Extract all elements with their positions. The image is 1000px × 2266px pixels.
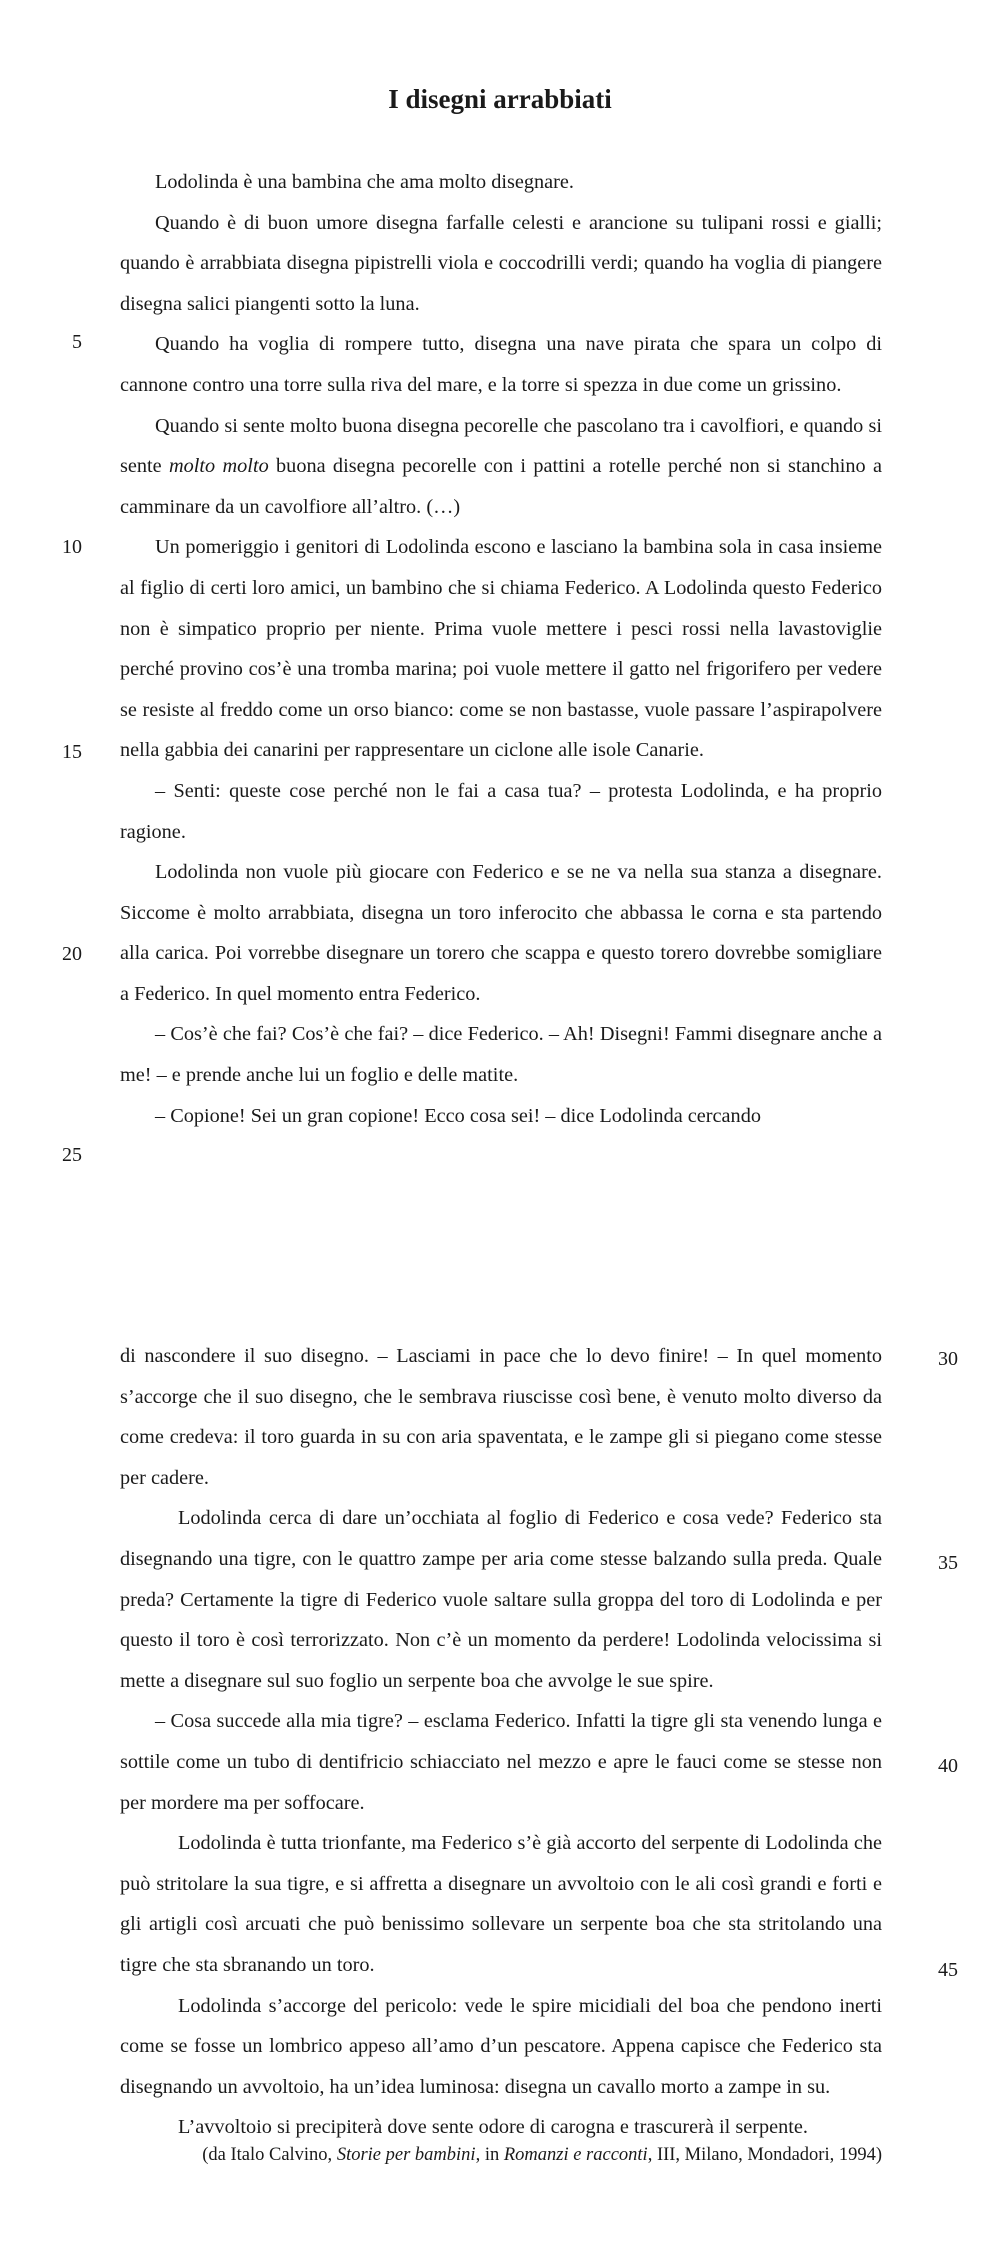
line-number: 20 [62,943,82,965]
paragraph-15: L’avvoltoio si precipiterà dove sente odore di carogna e trascurerà il serpente. [178,2116,808,2139]
story-text-part-2 [120,1336,882,2148]
paragraph-6: – Senti: queste cose perché non le fai a casa tua? – protesta Lodolinda, e ha proprio ragione. [120,779,882,843]
line-number: 35 [938,1552,958,1574]
story-text-part-1 [120,162,882,1136]
paragraph-9: – Copione! Sei un gran copione! Ecco cosa sei! – dice Lodolinda cercando [155,1104,761,1127]
source-citation: (da Italo Calvino, Storie per bambini, in Romanzi e racconti, III, Milano, Mondadori, 1994) [202,2145,882,2165]
collection-title: Romanzi e racconti [503,2145,648,2165]
paragraph-7: Lodolinda non vuole più giocare con Federico e se ne va nella sua stanza a disegnare. Siccome è molto arrabbiata, disegna un toro inferocito che abbassa le corna e sta partendo alla carica. Poi vorrebbe disegnare un torero che scappa e questo torero dovrebbe somigliare a Federico. In quel momento entra Federico. [120,861,882,1005]
paragraph-8: – Cos’è che fai? Cos’è che fai? – dice Federico. – Ah! Disegni! Fammi disegnare anche a me! – e prende anche lui un foglio e delle matite. [120,1023,882,1087]
line-number: 10 [62,536,82,558]
page-title: I disegni arrabbiati [388,84,612,114]
line-number: 25 [62,1144,82,1166]
paragraph-14: Lodolinda s’accorge del pericolo: vede le spire micidiali del boa che pendono inerti come se fosse un lombrico appeso all’amo d’un pescatore. Appena capisce che Federico sta disegnando un avvoltoio, ha un’idea luminosa: disegna un cavallo morto a zampe in su. [120,1994,882,2098]
italic-emphasis: molto molto [169,455,269,478]
paragraph-12: – Cosa succede alla mia tigre? – esclama Federico. Infatti la tigre gli sta venendo lunga e sottile come un tubo di dentifricio schiacciato nel mezzo e apre le fauci come se stesse non per mordere ma per soffocare. [120,1710,882,1814]
line-number: 30 [938,1348,958,1370]
paragraph-5: Un pomeriggio i genitori di Lodolinda escono e lasciano la bambina sola in casa insieme al figlio di certi loro amici, un bambino che si chiama Federico. A Lodolinda questo Federico non è simpatico proprio per niente. Prima vuole mettere i pesci rossi nella lavastoviglie perché provino cos’è una tromba marina; poi vuole mettere il gatto nel frigorifero per vedere se resiste al freddo come un orso bianco: come se non bastasse, vuole passare l’aspirapolvere nella gabbia dei canarini per rappresentare un ciclone alle isole Canarie. [120,536,882,762]
paragraph-10: di nascondere il suo disegno. – Lasciami in pace che lo devo finire! – In quel momento s’accorge che il suo disegno, che le sembrava riuscisse così bene, è venuto molto diverso da come credeva: il toro guarda in su con aria spaventata, e le zampe gli si piegano come stesse per cadere. [120,1345,882,1489]
line-number: 40 [938,1755,958,1777]
paragraph-11: Lodolinda cerca di dare un’occhiata al foglio di Federico e cosa vede? Federico sta disegnando una tigre, con le quattro zampe per aria come stesse balzando sulla preda. Quale preda? Certamente la tigre di Federico vuole saltare sulla groppa del toro di Lodolinda e per questo il toro è così terrorizzato. Non c’è un momento da perdere! Lodolinda velocissima si mette a disegnare sul suo foglio un serpente boa che avvolge le sue spire. [120,1507,882,1692]
line-number: 45 [938,1959,958,1981]
paragraph-3: Quando ha voglia di rompere tutto, disegna una nave pirata che spara un colpo di cannone contro una torre sulla riva del mare, e la torre si spezza in due come un grissino. [120,333,882,396]
paragraph-1: Lodolinda è una bambina che ama molto disegnare. [155,171,575,193]
paragraph-2: Quando è di buon umore disegna farfalle celesti e arancione su tulipani rossi e gialli; quando è arrabbiata disegna pipistrelli viola e coccodrilli verdi; quando ha voglia di piangere disegna salici piangenti sotto la luna. [120,211,882,315]
line-number: 15 [62,741,82,763]
line-number: 5 [72,331,82,353]
book-title: Storie per bambini [336,2145,476,2165]
paragraph-13: Lodolinda è tutta trionfante, ma Federico s’è già accorto del serpente di Lodolinda che può stritolare la sua tigre, e si affretta a disegnare un avvoltoio con le ali così grandi e forti e gli artigli così arcuati che può benissimo sollevare un serpente boa che sta stritolando una tigre che sta sbranando un toro. [120,1832,882,1976]
paragraph-4: Quando si sente molto buona disegna pecorelle che pascolano tra i cavolfiori, e quando si sente molto molto buona disegna pecorelle con i pattini a rotelle perché non si stanchino a camminare da un cavolfiore all’altro. (…) [120,414,882,518]
